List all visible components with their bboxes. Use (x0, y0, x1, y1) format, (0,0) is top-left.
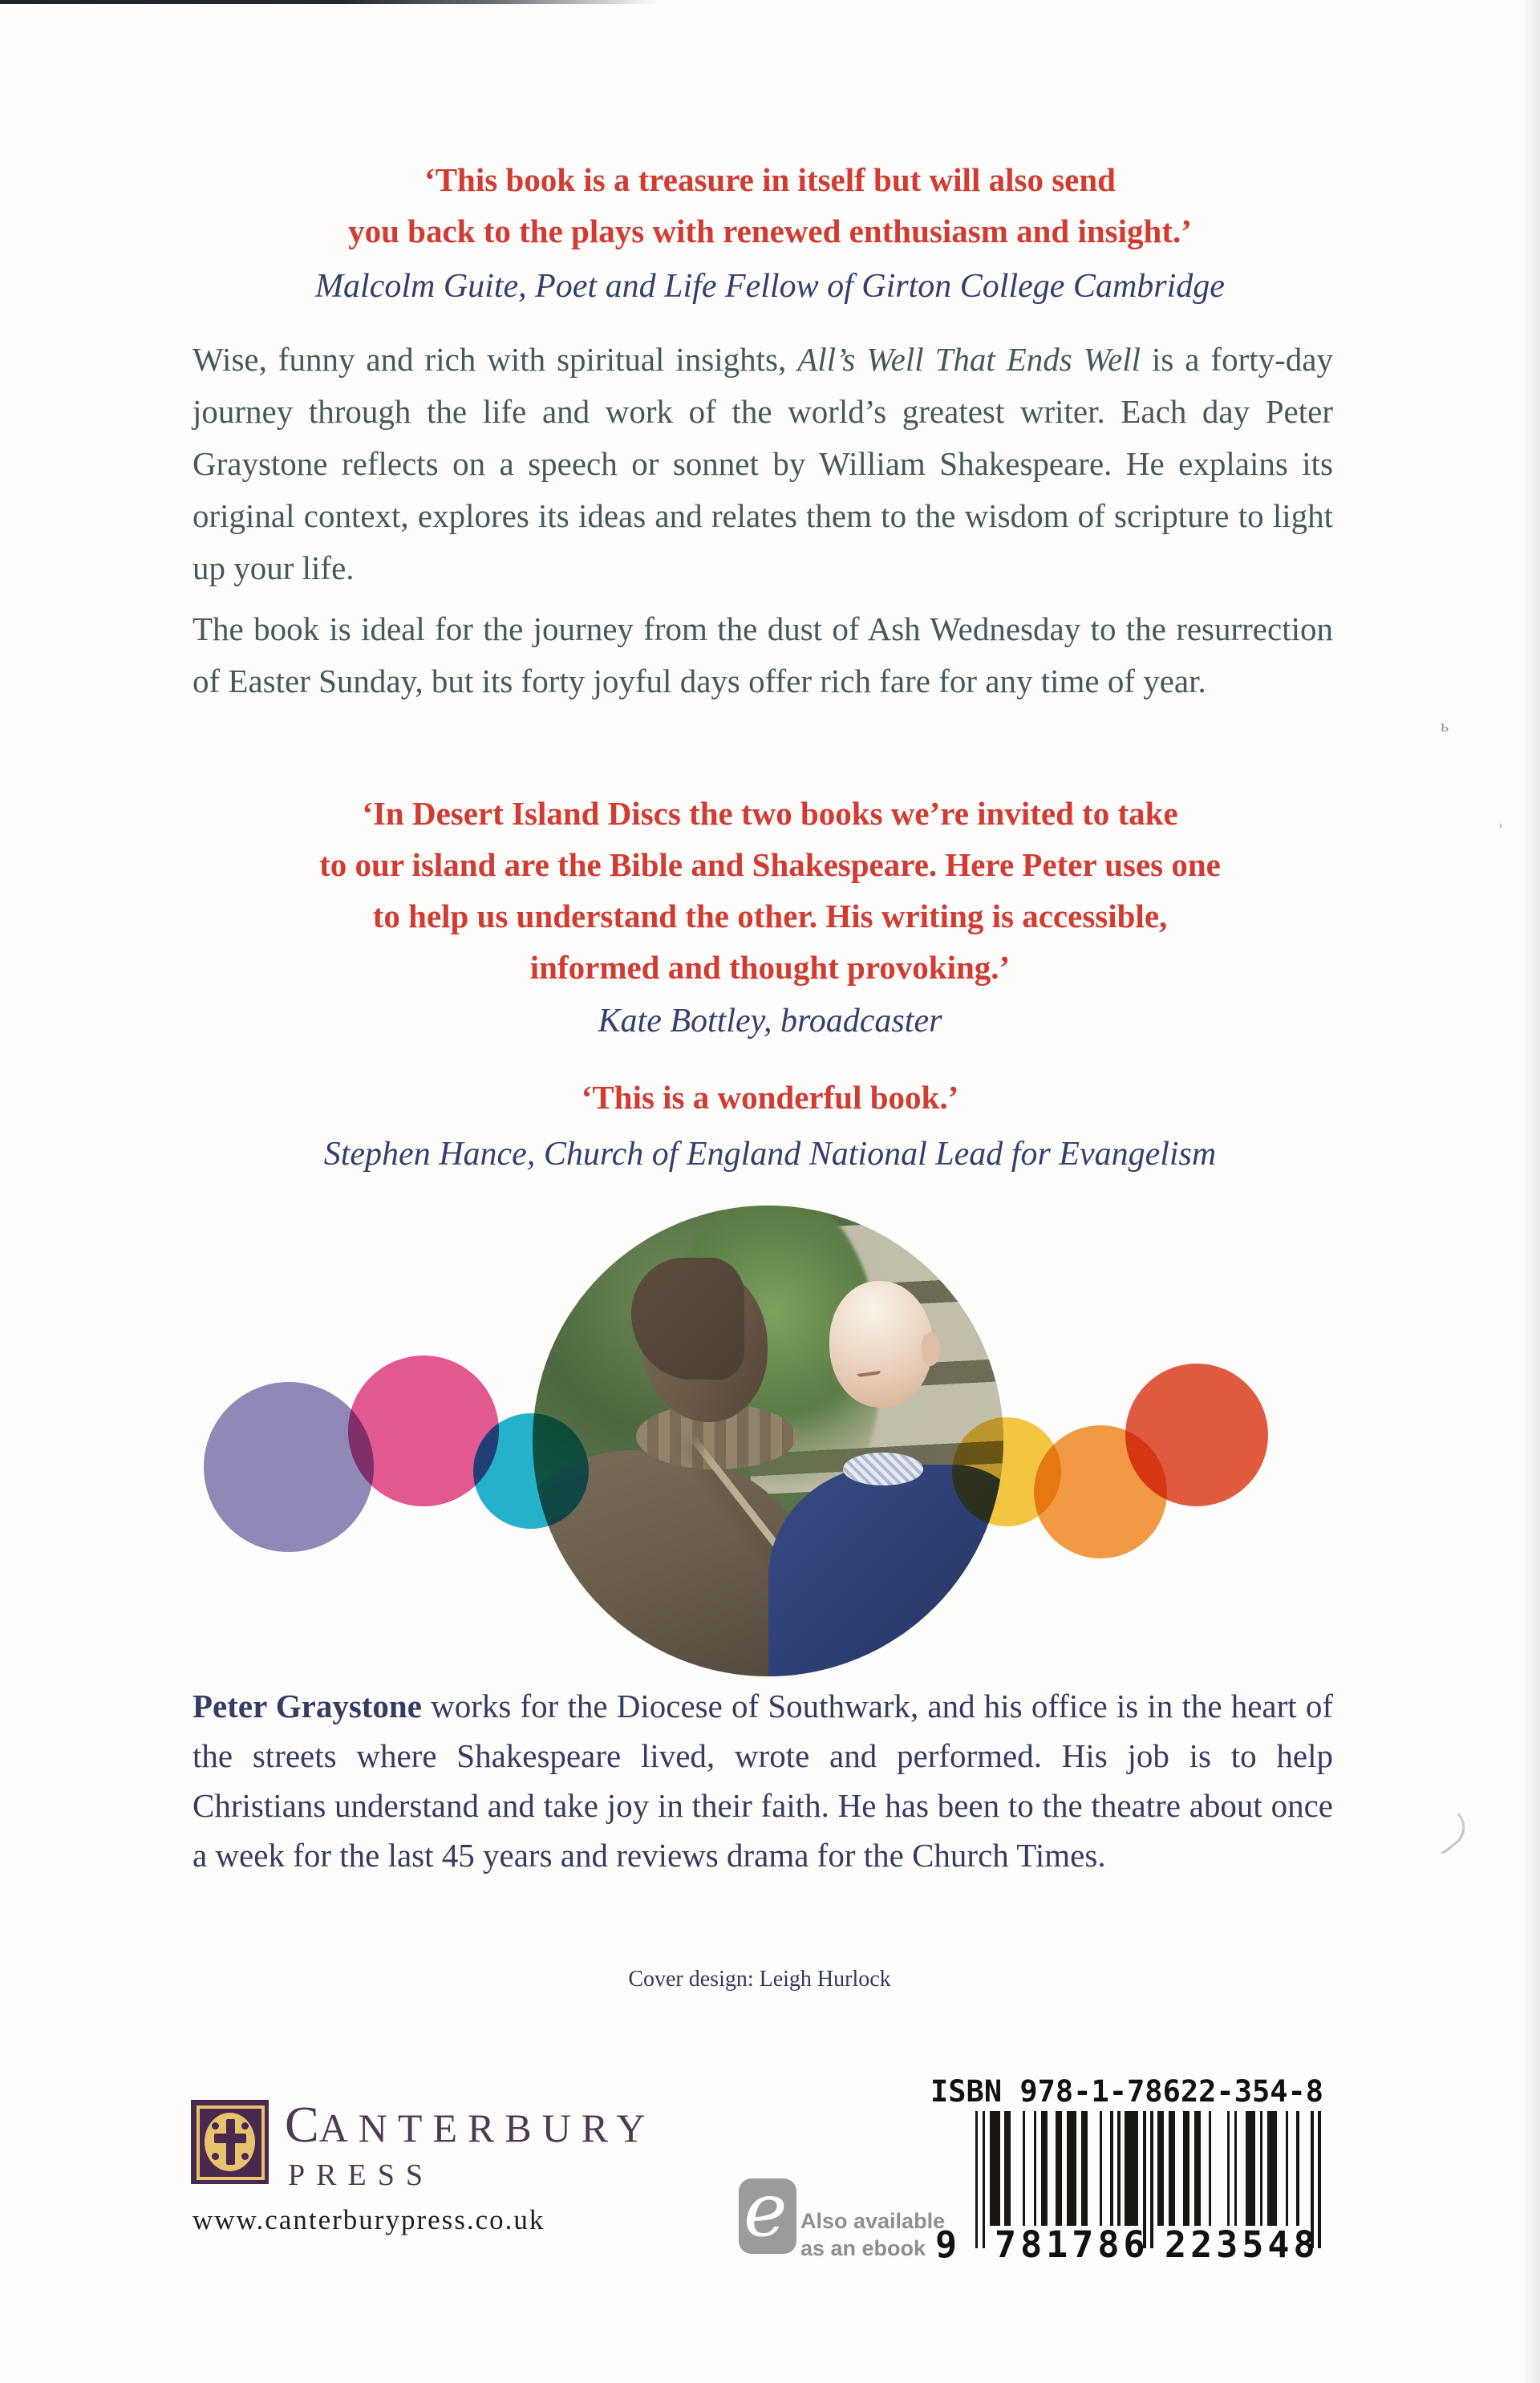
barcode-bar (1227, 2111, 1230, 2226)
author-head (829, 1281, 933, 1408)
quote-attribution: Stephen Hance, Church of England National Lead for Evangelism (323, 1136, 1217, 1173)
quote-attribution: Malcolm Guite, Poet and Life Fellow of Girton College Cambridge (315, 268, 1225, 305)
logo-dot (241, 2122, 249, 2130)
scan-speck: ь (1441, 715, 1449, 736)
barcode-bar (1183, 2111, 1189, 2226)
ebook-icon (739, 2178, 796, 2254)
barcode-digits-left: 781786 (995, 2223, 1149, 2266)
barcode-digits-right: 223548 (1165, 2223, 1319, 2266)
isbn-label: ISBN 978-1-78622-354-8 (930, 2074, 1324, 2109)
publisher-url[interactable]: www.canterburypress.co.uk (192, 2204, 545, 2235)
bio-text: works for the Diocese of Southwark, and his office is in the heart of the streets where Shakespeare lived, wrote and performed. His job is to help Christians understand and take joy in their faith. He has been to the theatre about once a week for the last 45 years and reviews drama for the Church Times. (192, 1688, 1333, 1874)
barcode-bar (1150, 2111, 1153, 2248)
logo-dot (241, 2153, 249, 2160)
scan-scribble (1428, 1813, 1473, 1855)
publisher-name-rest: ANTERBURY (318, 2105, 656, 2150)
barcode-bar (1267, 2111, 1277, 2226)
quote-line: ‘This book is a treasure in itself but will also send (424, 161, 1116, 198)
quote-line: to help us understand the other. His writing is accessible, (372, 898, 1168, 934)
barcode-bar (1110, 2111, 1112, 2226)
quote-line: to our island are the Bible and Shakespeare. Here Peter uses one (319, 846, 1221, 883)
cover-design-credit: Cover design: Leigh Hurlock (628, 1967, 891, 1992)
publisher-press-label: PRESS (288, 2158, 434, 2192)
barcode-bar (1004, 2111, 1011, 2226)
author-bio (192, 1681, 1333, 1880)
publisher-name-initial: C (285, 2096, 319, 2153)
decorative-dot-purple (204, 1382, 374, 1552)
scan-edge-shade (1522, 0, 1540, 2383)
author-ear (921, 1332, 939, 1365)
author-photo-circle (533, 1206, 1003, 1676)
synopsis-paragraph-1 (192, 334, 1333, 594)
quote-line: ‘This is a wonderful book.’ (581, 1079, 959, 1116)
barcode-bar (1041, 2111, 1048, 2226)
synopsis-text: is a forty-day journey through the life and work of the world’s greatest writer. Each day Peter Graystone reflects on a speech or sonnet by William Shakespeare. He explains its original context, explores its ideas and relates them to the wisdom of scripture to light up your life. (192, 341, 1333, 586)
ebook-availability-text (800, 2207, 945, 2262)
barcode-bar (1260, 2111, 1262, 2226)
publisher-name (285, 2096, 656, 2153)
barcode-bar (1169, 2111, 1175, 2226)
review-quote-guite (0, 154, 1540, 310)
scan-speck: › (1498, 818, 1503, 832)
decorative-dot-teal (473, 1413, 589, 1529)
barcode-bar (1125, 2111, 1138, 2226)
quote-line: ‘In Desert Island Discs the two books we’re invited to take (362, 795, 1178, 832)
decorative-dot-redorange (1125, 1364, 1268, 1506)
ebook-text-line: Also available (800, 2209, 946, 2233)
barcode-bar (990, 2111, 999, 2226)
canterbury-press-logo (191, 2100, 269, 2184)
ebook-text-line: as an ebook (800, 2236, 926, 2260)
barcode-bar (1067, 2111, 1076, 2226)
barcode-digit-lead: 9 (935, 2223, 958, 2266)
logo-dot (212, 2122, 219, 2130)
review-quote-bottley (0, 788, 1540, 1044)
quote-line: you back to the plays with renewed enthusiasm and insight.’ (348, 213, 1192, 249)
synopsis-paragraph-2: The book is ideal for the journey from the dust of Ash Wednesday to the resurrection of Easter Sunday, but its forty joyful days offer rich fare for any time of year. (192, 610, 1333, 699)
ebook-icon-glyph: e (744, 2178, 788, 2253)
quote-attribution: Kate Bottley, broadcaster (598, 1003, 942, 1040)
barcode-bar (1157, 2111, 1164, 2226)
review-quote-hance (0, 1072, 1540, 1177)
barcode-bar (1081, 2111, 1088, 2226)
barcode-bar (1286, 2111, 1288, 2226)
barcode-bar (1034, 2111, 1036, 2226)
book-title-italic: All’s Well That Ends Well (797, 341, 1141, 378)
barcode-bar (1209, 2111, 1211, 2226)
barcode-bar (1234, 2111, 1237, 2226)
barcode-bar (1100, 2111, 1102, 2226)
barcode-bar (1246, 2111, 1255, 2226)
barcode-bar (1023, 2111, 1025, 2226)
barcode-bar (975, 2111, 978, 2248)
quote-line: informed and thought provoking.’ (529, 949, 1011, 986)
scan-artifact-top-line (0, 0, 658, 4)
logo-dot (212, 2153, 219, 2160)
barcode-bar (1117, 2111, 1120, 2226)
barcode-bar (983, 2111, 985, 2248)
author-name: Peter Graystone (192, 1688, 422, 1724)
logo-cross-icon (214, 2134, 246, 2143)
barcode-bar (1194, 2111, 1201, 2226)
barcode-bar (1056, 2111, 1062, 2226)
synopsis-text: Wise, funny and rich with spiritual insights, (192, 341, 798, 378)
barcode-bar (1296, 2111, 1299, 2226)
